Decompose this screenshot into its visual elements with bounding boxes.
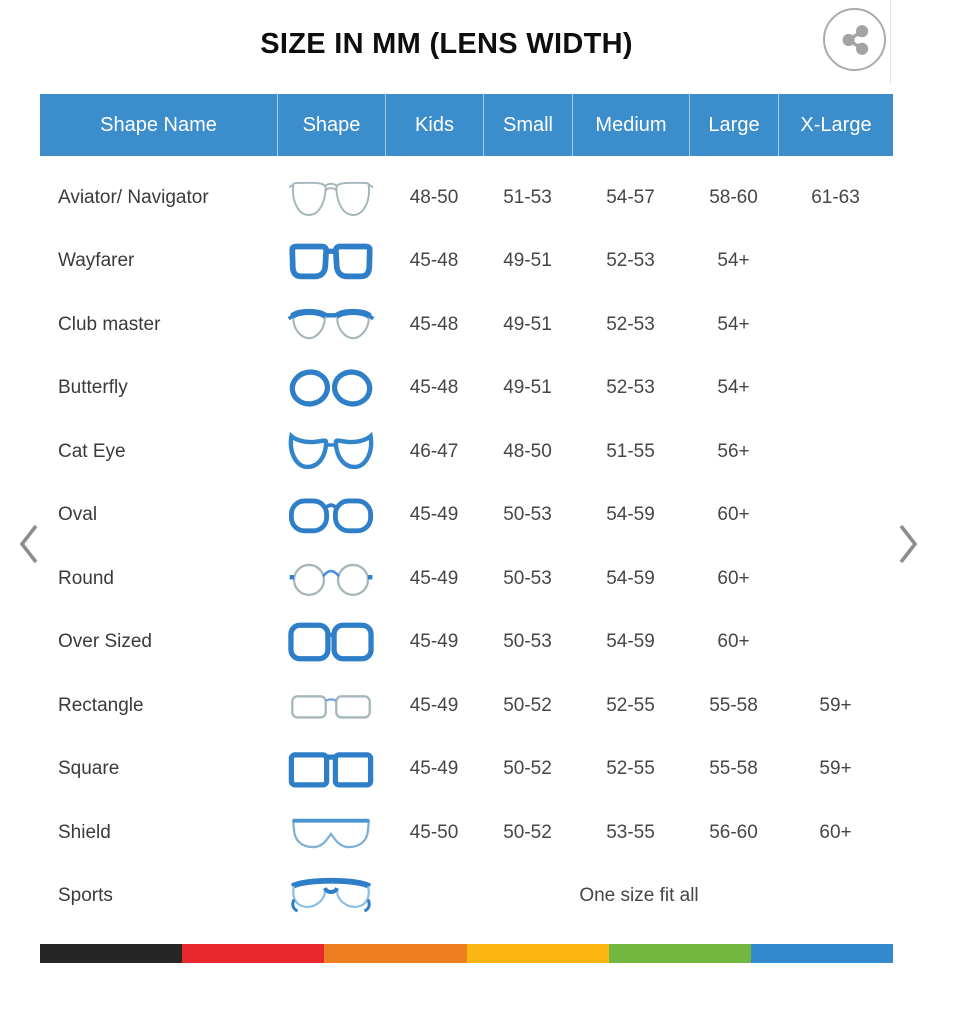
shape-name-label: Over Sized [58,631,152,653]
header-large: Large [689,94,778,156]
table-row [40,674,893,738]
shape-name-label: Cat Eye [58,440,126,462]
header-small: Small [483,94,572,156]
size-large: 56+ [717,440,750,462]
shape-name-label: Sports [58,885,113,907]
size-medium: 54-59 [606,631,655,653]
size-small: 49-51 [503,250,552,272]
size-large: 54+ [717,313,750,335]
shape-name-label: Shield [58,821,111,843]
size-large: 60+ [717,504,750,526]
wayfarer-glasses-icon [277,238,385,284]
size-large: 55-58 [709,758,758,780]
size-medium: 53-55 [606,821,655,843]
size-small: 51-53 [503,186,552,208]
chevron-left-icon [14,521,46,567]
table-row [40,801,893,865]
table-row [40,293,893,357]
chevron-right-icon [893,521,925,567]
round-glasses-icon [277,555,385,603]
stripe-red [182,944,324,963]
size-kids: 45-48 [409,250,459,272]
size-large: 60+ [717,631,750,653]
size-kids: 45-49 [409,504,459,526]
stripe-green [609,944,751,963]
size-kids: 45-50 [409,821,459,843]
carousel-prev-button[interactable] [14,520,46,568]
size-xlarge: 60+ [819,821,852,843]
size-medium: 52-53 [606,313,655,335]
card-edge-divider [890,0,891,84]
size-medium: 52-53 [606,377,655,399]
size-medium: 51-55 [606,440,655,462]
size-kids: 48-50 [409,186,459,208]
oversized-glasses-icon [277,617,385,667]
size-xlarge: 61-63 [811,186,860,208]
size-small: 48-50 [503,440,552,462]
shape-name-label: Wayfarer [58,250,135,272]
stripe-yellow [467,944,609,963]
size-small: 50-53 [503,504,552,526]
stripe-orange [324,944,466,963]
oval-glasses-icon [277,492,385,538]
table-row [40,230,893,294]
shape-name-label: Round [58,567,114,589]
shield-glasses-icon [277,811,385,855]
size-kids: 45-49 [409,694,459,716]
size-xlarge: 59+ [819,694,852,716]
size-small: 49-51 [503,377,552,399]
size-large: 54+ [717,250,750,272]
table-row [40,738,893,802]
stripe-blue [751,944,893,963]
header-kids: Kids [385,94,483,156]
size-small: 49-51 [503,313,552,335]
aviator-glasses-icon [277,173,385,223]
table-row [40,166,893,230]
shape-name-label: Butterfly [58,377,128,399]
size-small: 50-53 [503,567,552,589]
size-large: 56-60 [709,821,758,843]
table-header [40,94,893,156]
size-medium: 52-55 [606,758,655,780]
size-small: 50-52 [503,694,552,716]
table-row [40,484,893,548]
header-x-large: X-Large [778,94,893,156]
table-row [40,611,893,675]
size-kids: 45-48 [409,377,459,399]
size-large: 60+ [717,567,750,589]
table-row [40,547,893,611]
shape-name-label: Oval [58,504,98,526]
size-medium: 52-53 [606,250,655,272]
size-small: 50-52 [503,758,552,780]
size-small: 50-52 [503,821,552,843]
header-shape-name: Shape Name [100,113,217,136]
size-kids: 45-48 [409,313,459,335]
table-row [40,420,893,484]
sports-glasses-icon [277,873,385,919]
table-row [40,357,893,421]
size-large: 58-60 [709,186,758,208]
share-button[interactable] [823,8,886,71]
size-medium: 54-59 [606,504,655,526]
carousel-next-button[interactable] [893,520,925,568]
square-glasses-icon [277,746,385,792]
share-icon [838,23,872,57]
shape-name-label: Rectangle [58,694,144,716]
one-size-note: One size fit all [579,885,699,907]
table-row [40,865,893,929]
butterfly-glasses-icon [277,363,385,413]
size-table-body [40,166,893,928]
size-small: 50-53 [503,631,552,653]
brand-color-stripe [40,944,893,963]
size-medium: 52-55 [606,694,655,716]
header-medium: Medium [572,94,689,156]
shape-name-label: Club master [58,313,161,335]
size-kids: 45-49 [409,567,459,589]
size-kids: 45-49 [409,631,459,653]
page-title: SIZE IN MM (LENS WIDTH) [260,28,633,60]
size-kids: 45-49 [409,758,459,780]
shape-name-label: Square [58,758,120,780]
size-large: 54+ [717,377,750,399]
stripe-black [40,944,182,963]
size-kids: 46-47 [409,440,459,462]
rectangle-glasses-icon [277,684,385,728]
size-large: 55-58 [709,694,758,716]
clubmaster-glasses-icon [277,302,385,348]
shape-name-label: Aviator/ Navigator [58,186,209,208]
header-shape: Shape [277,94,385,156]
size-medium: 54-59 [606,567,655,589]
size-xlarge: 59+ [819,758,852,780]
cateye-glasses-icon [277,428,385,476]
size-medium: 54-57 [606,186,655,208]
